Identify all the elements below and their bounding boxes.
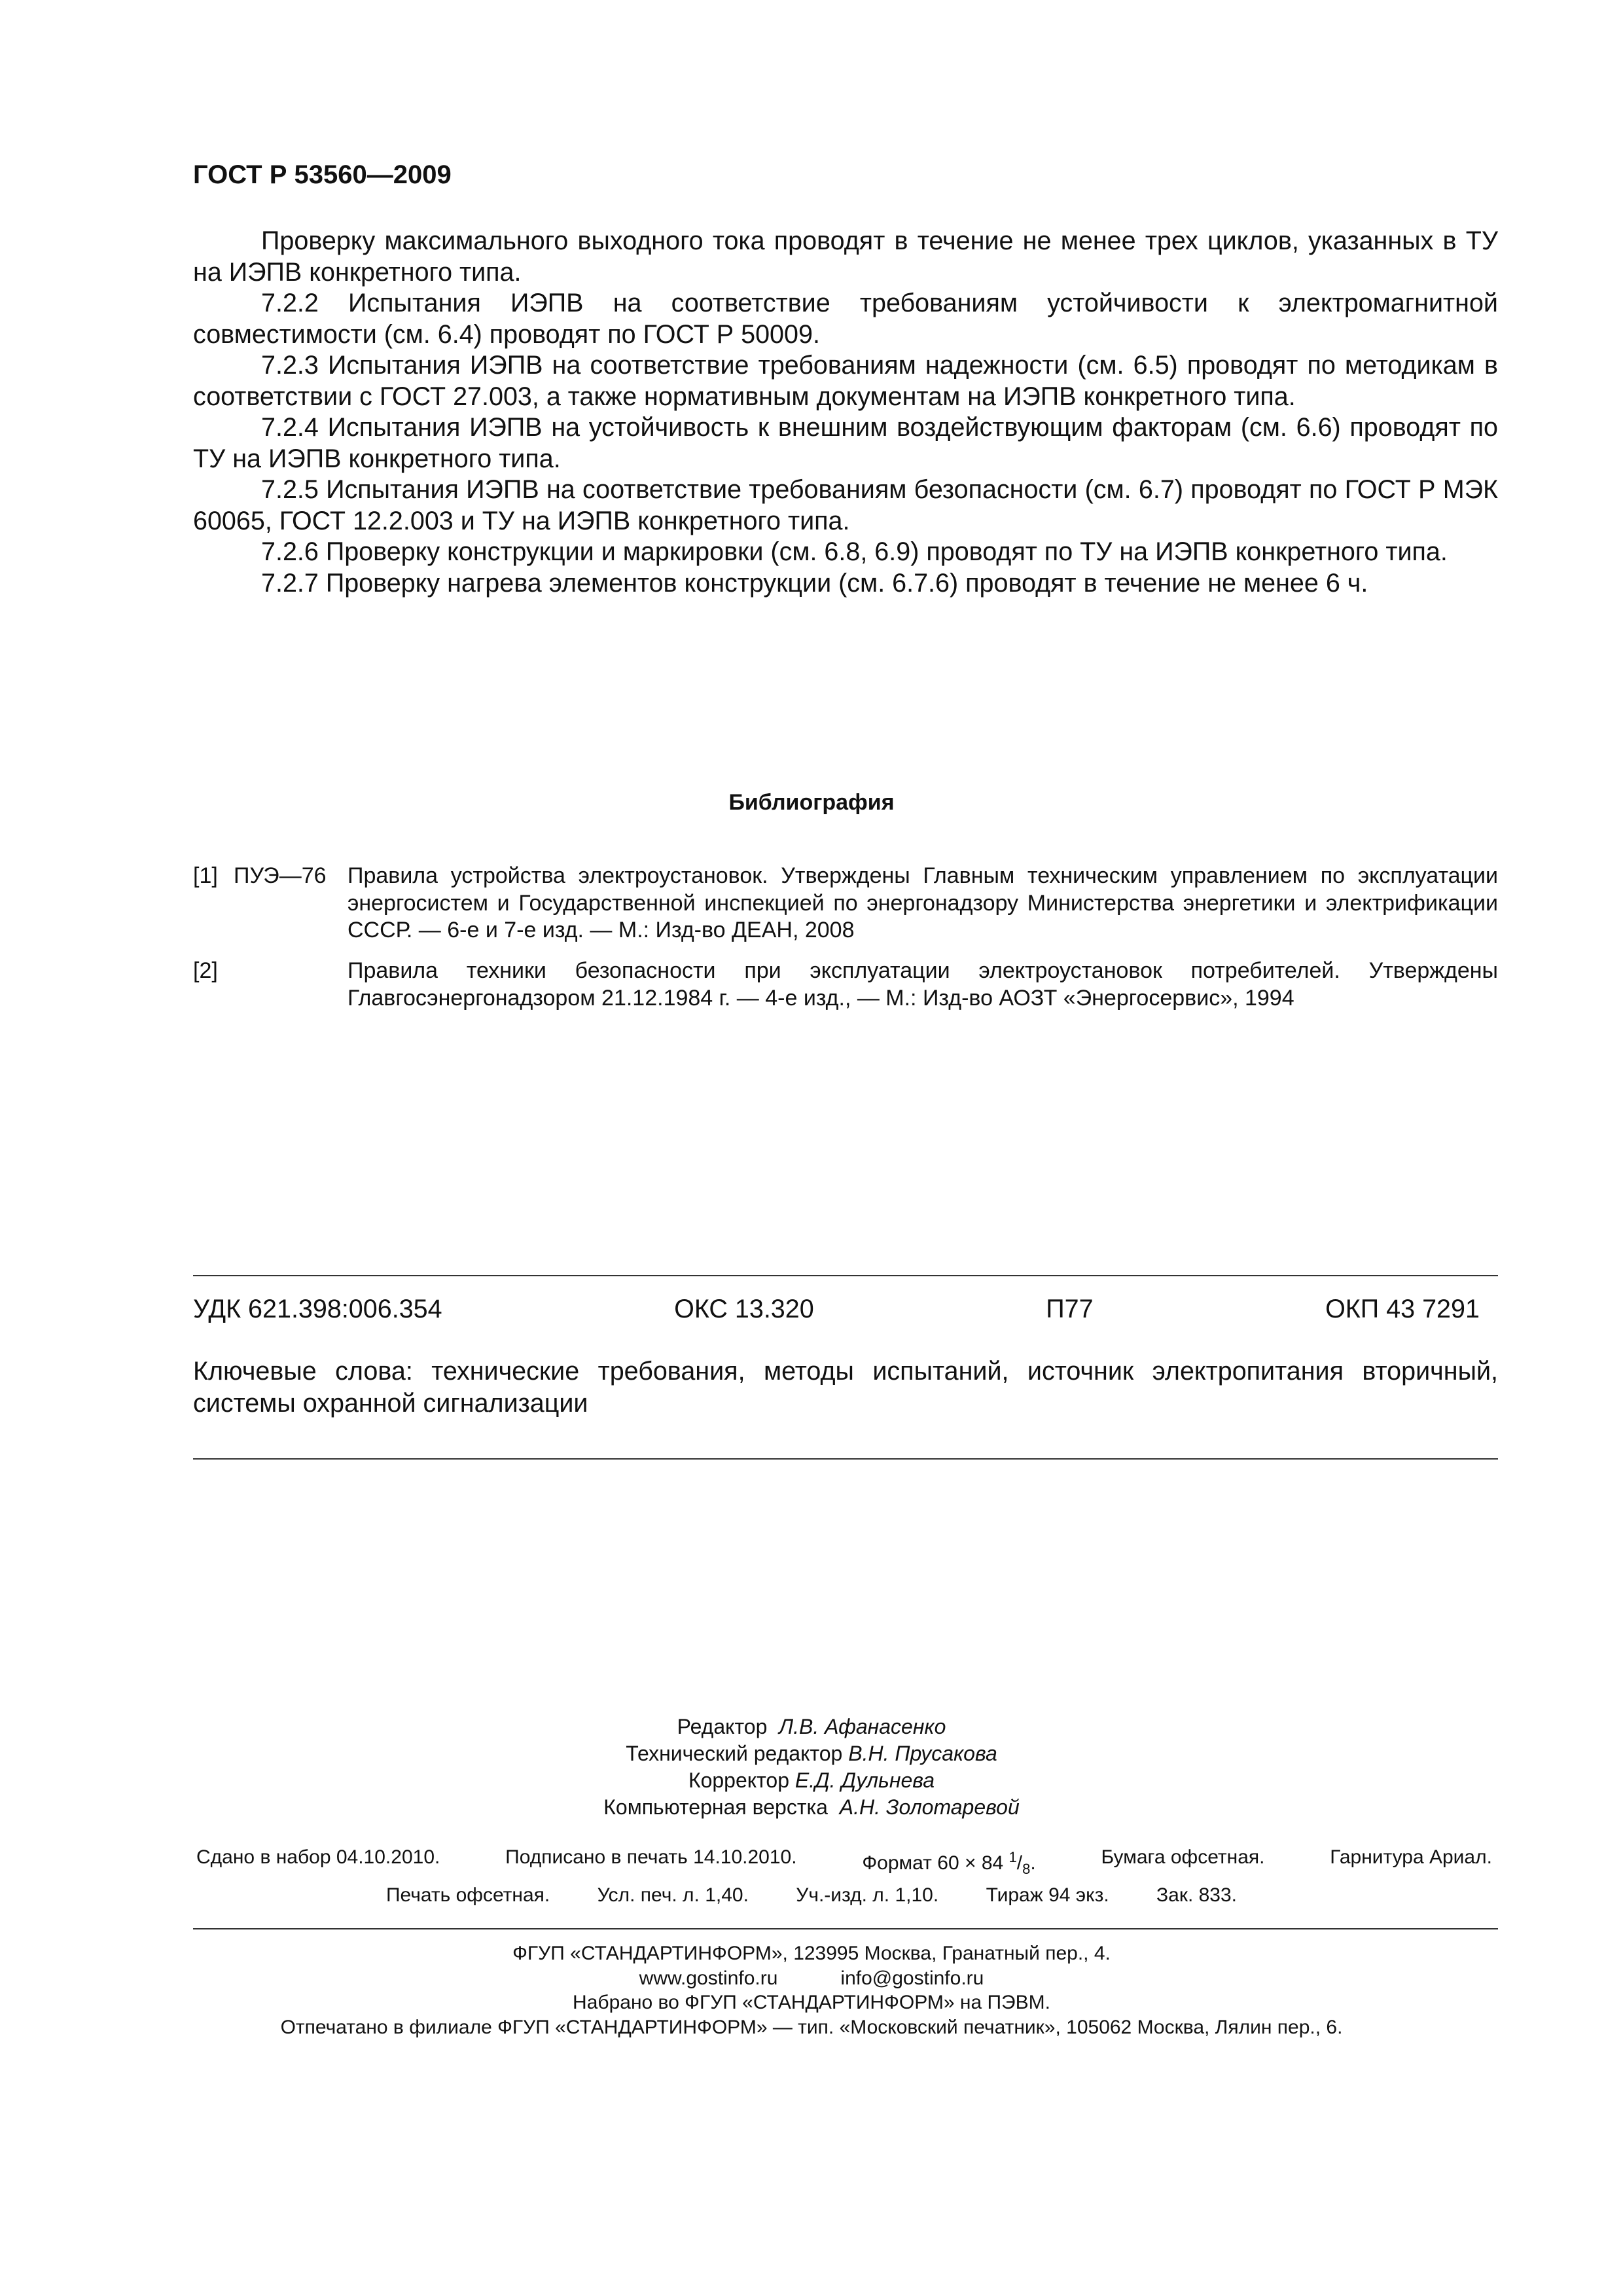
paragraph-7-2-5: 7.2.5 Испытания ИЭПВ на соответствие требованиям безопасности (см. 6.7) проводят по ГОСТ Р МЭК 60065, ГОСТ 12.2.003 и ТУ на ИЭПВ конкретного типа. [193,475,1498,535]
credit-role: Редактор [677,1715,768,1738]
paragraph: Проверку максимального выходного тока проводят в течение не менее трех циклов, указанных в ТУ на ИЭПВ конкретного типа. [193,226,1498,287]
imprint-order: Зак. 833. [1156,1884,1238,1906]
credit-editor [0,1713,1623,1740]
publisher-address: ФГУП «СТАНДАРТИНФОРМ», 123995 Москва, Гранатный пер., 4. [512,1943,1111,1964]
publisher-website: www.gostinfo.ru [639,1967,778,1989]
document-header: ГОСТ Р 53560—2009 [193,160,452,189]
imprint-line-1 [196,1844,1492,1882]
format-fraction-denominator: 8 [1022,1861,1031,1877]
credit-role: Корректор [688,1768,790,1792]
imprint-sheets: Усл. печ. л. 1,40. [597,1884,749,1906]
bibliography-number: [1] [193,863,218,888]
bibliography-text: Правила устройства электроустановок. Утверждены Главным техническим управлением по эксплуатации энергосистем и Государственной инспекцией по энергонадзору Министерства энергетики и электрификации СССР. — 6-е и 7-е изд. — М.: Изд-во ДЕАН, 2008 [348,863,1498,942]
credit-name: Е.Д. Дульнева [794,1768,935,1792]
oks-code: ОКС 13.320 [674,1295,814,1323]
credit-name: Л.В. Афанасенко [779,1715,946,1738]
imprint-format-label: Формат 60 × 84 [862,1852,1004,1874]
okp-code: ОКП 43 7291 [1325,1295,1480,1323]
keywords: Ключевые слова: технические требования, методы испытаний, источник электропитания вторичный, системы охранной сигнализации [193,1357,1498,1418]
paragraph-7-2-4: 7.2.4 Испытания ИЭПВ на устойчивость к внешним воздействующим факторам (см. 6.6) проводят по ТУ на ИЭПВ конкретного типа. [193,413,1498,473]
imprint-sent: Сдано в набор 04.10.2010. [196,1846,440,1868]
bibliography-number: [2] [193,958,218,983]
credit-tech-editor [0,1740,1623,1767]
bibliography-text: Правила техники безопасности при эксплуатации электроустановок потребителей. Утверждены Главгосэнергонадзором 21.12.1984 г. — 4-е изд., — М.: Изд-во АОЗТ «Энергосервис», 1994 [348,958,1498,1011]
publisher-contacts [0,1966,1623,1991]
credit-name: А.Н. Золотаревой [839,1795,1020,1819]
divider [193,1928,1498,1929]
publisher-block [0,1941,1623,2039]
udk-code: УДК 621.398:006.354 [193,1295,442,1323]
category-code: П77 [1046,1295,1094,1323]
section-7-2-text [193,226,1498,599]
credit-corrector [0,1767,1623,1794]
imprint-signed: Подписано в печать 14.10.2010. [505,1846,797,1868]
credit-role: Технический редактор [626,1742,843,1765]
paragraph-7-2-7: 7.2.7 Проверку нагрева элементов конструкции (см. 6.7.6) проводят в течение не менее 6 ч. [261,568,1368,598]
format-fraction-numerator: 1 [1008,1849,1017,1865]
imprint-print: Печать офсетная. [385,1884,550,1906]
classification-row [193,1293,1498,1325]
credit-name: В.Н. Прусакова [848,1742,997,1765]
imprint-typeface: Гарнитура Ариал. [1330,1846,1492,1868]
imprint-paper: Бумага офсетная. [1101,1846,1265,1868]
divider [193,1275,1498,1276]
bibliography-entry-1 [193,863,1498,944]
bibliography-abbreviation: ПУЭ—76 [234,863,327,888]
divider [193,1458,1498,1460]
imprint-run: Тираж 94 экз. [986,1884,1109,1906]
imprint-line-2 [0,1882,1623,1909]
paragraph-7-2-2: 7.2.2 Испытания ИЭПВ на соответствие требованиям устойчивости к электромагнитной совместимости (см. 6.4) проводят по ГОСТ Р 50009. [193,289,1498,349]
imprint-pub-sheets: Уч.-изд. л. 1,10. [796,1884,939,1906]
credit-layout [0,1794,1623,1821]
credit-role: Компьютерная верстка [603,1795,828,1819]
paragraph-7-2-3: 7.2.3 Испытания ИЭПВ на соответствие требованиям надежности (см. 6.5) проводят по методикам в соответствии с ГОСТ 27.003, а также нормативным документам на ИЭПВ конкретного типа. [193,351,1498,411]
paragraph-7-2-6: 7.2.6 Проверку конструкции и маркировки (см. 6.8, 6.9) проводят по ТУ на ИЭПВ конкретного типа. [261,537,1448,566]
publisher-typeset: Набрано во ФГУП «СТАНДАРТИНФОРМ» на ПЭВМ. [573,1992,1050,2013]
credits-block [0,1713,1623,1821]
publisher-printed: Отпечатано в филиале ФГУП «СТАНДАРТИНФОРМ» — тип. «Московский печатник», 105062 Москва, Лялин пер., 6. [280,2016,1343,2038]
bibliography-title: Библиография [728,790,895,815]
publisher-email: info@gostinfo.ru [840,1967,984,1989]
bibliography-entry-2 [193,958,1498,1012]
imprint-format: Формат 60 × 84 $^1/_8$. [862,1849,1036,1877]
